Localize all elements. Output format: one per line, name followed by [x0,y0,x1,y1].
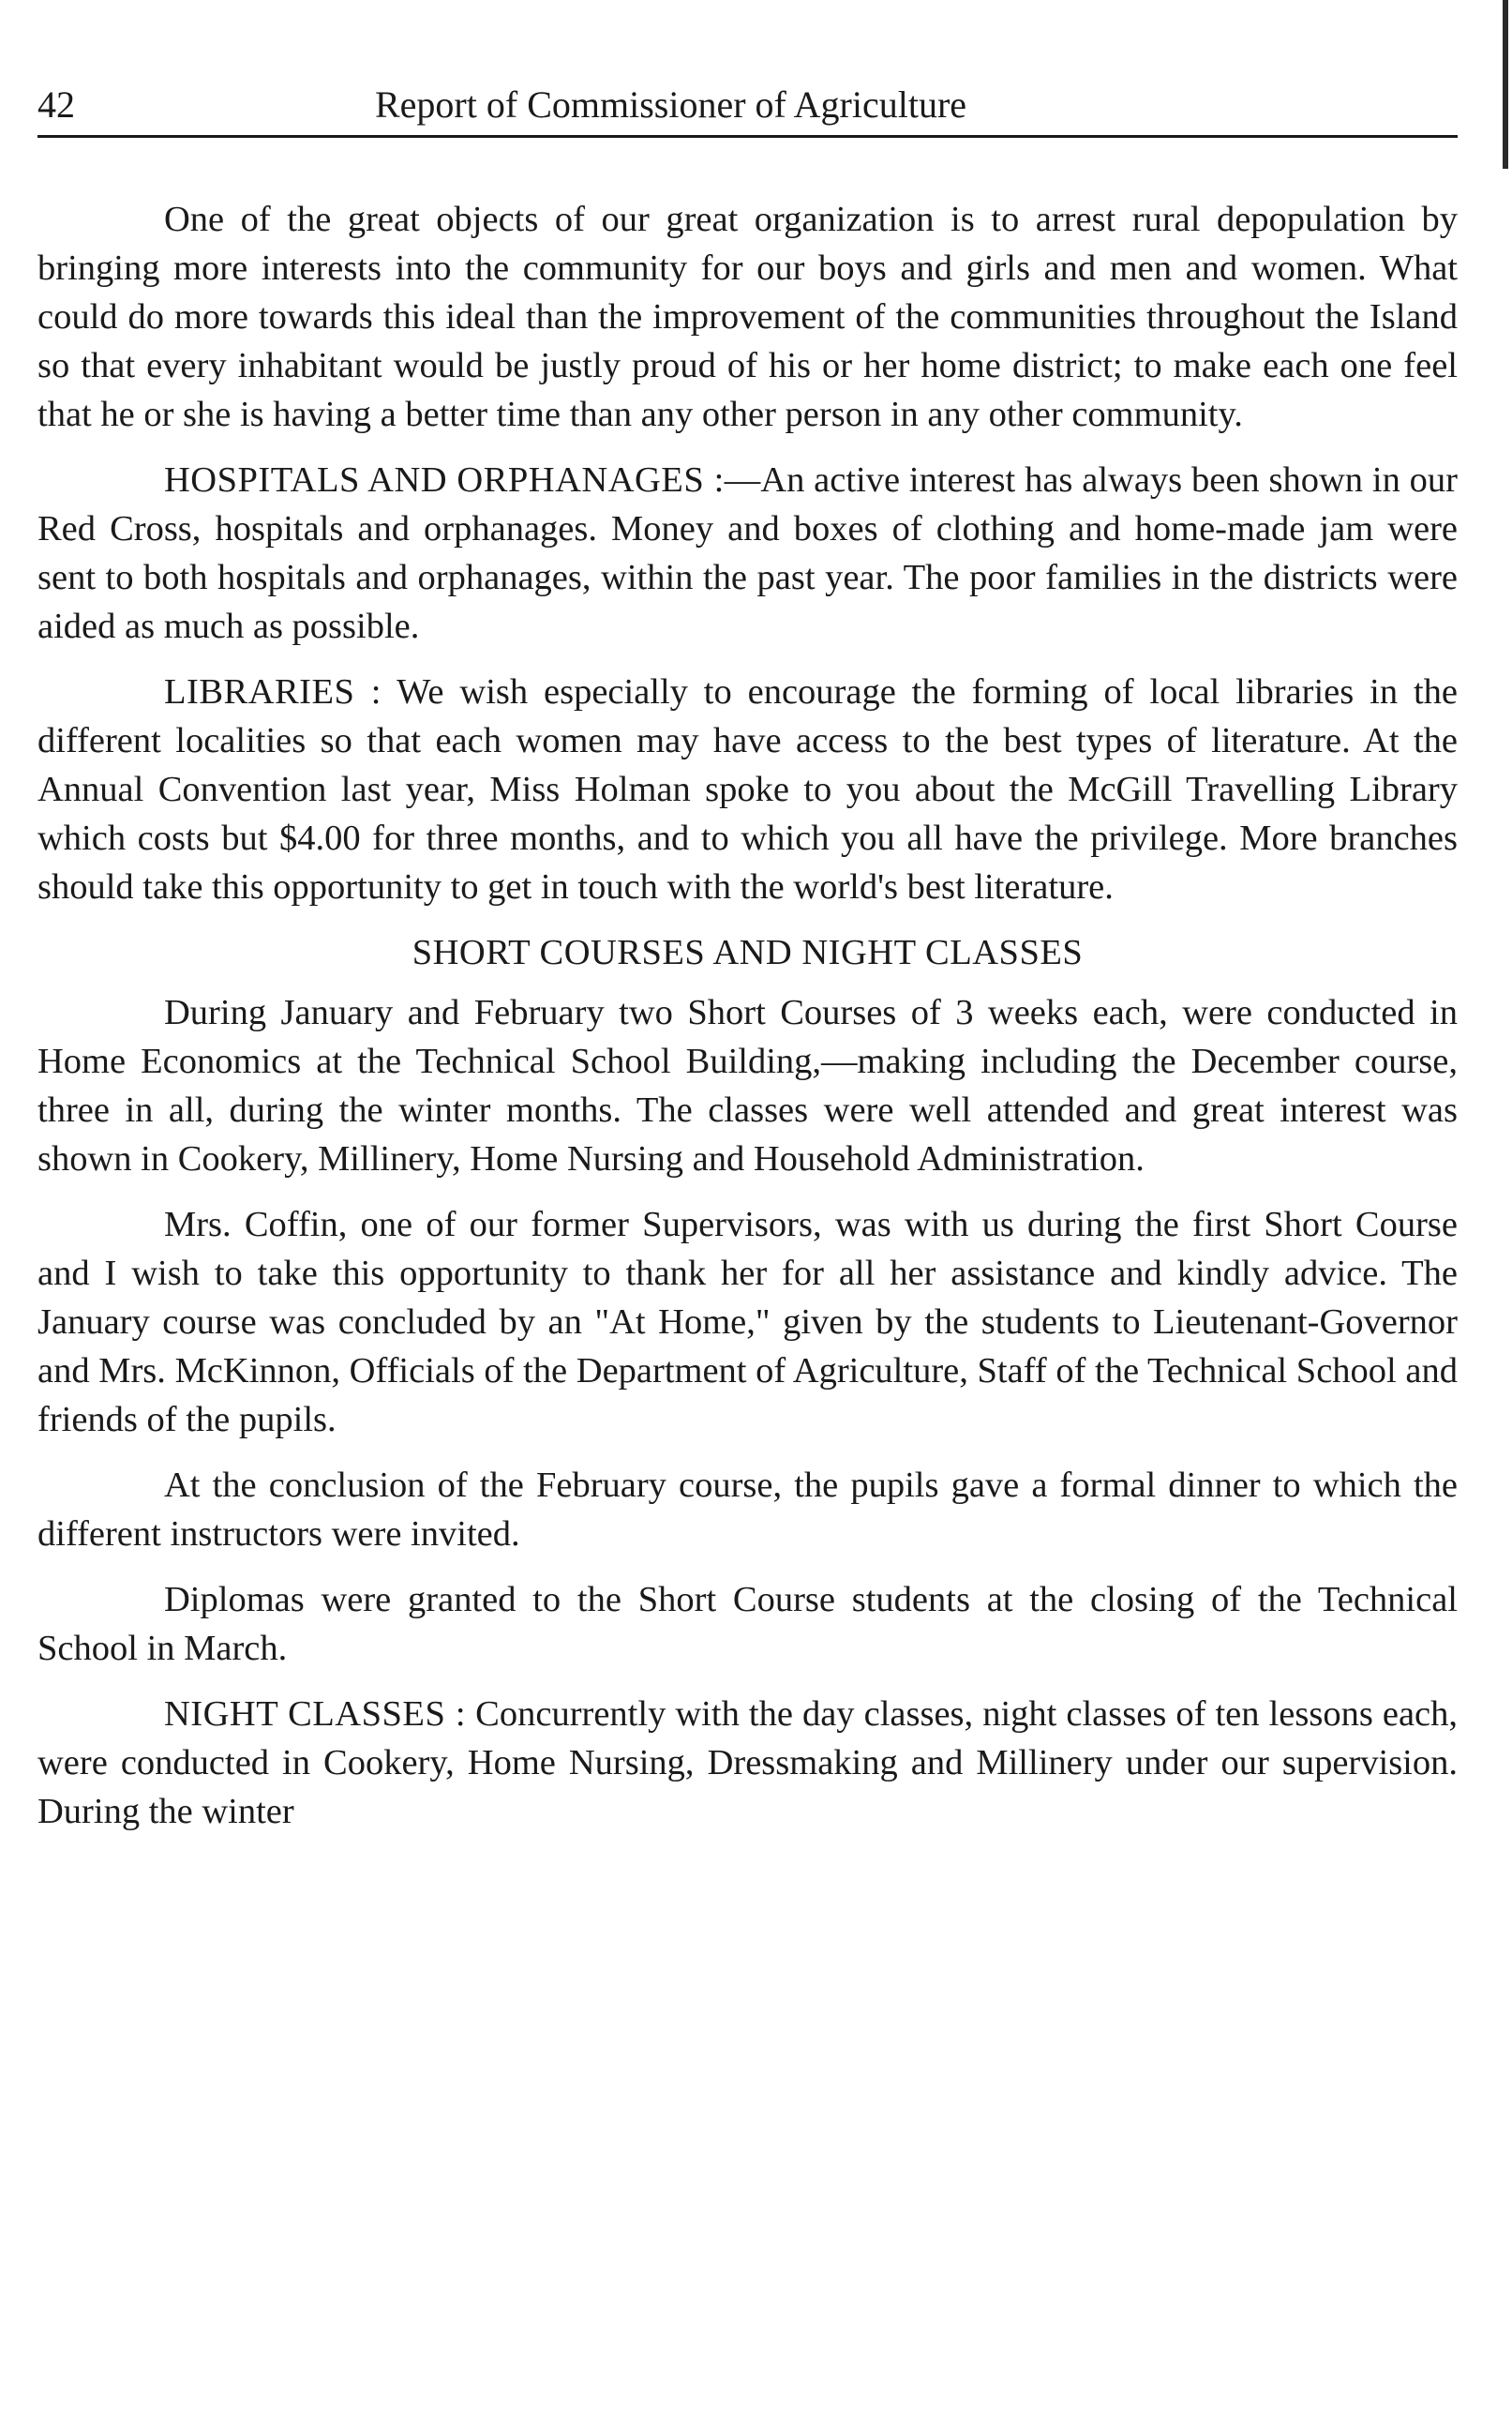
paragraph-hospitals-orphanages [37,456,1458,651]
paragraph-rural-depopulation: One of the great objects of our great organization is to arrest rural depopulation by bringing more interests into the community for our boys and girls and men and women. What could do more towards this ideal than the improvement of the communities throughout the Island so that every inhabitant would be justly proud of his or her home district; to make each one feel that he or she is having a better time than any other person in any other community. [37,200,1458,434]
running-title: Report of Commissioner of Agriculture [375,83,967,126]
page-edge-mark [1503,0,1508,169]
paragraph-night-classes [37,1690,1458,1836]
section-heading-short-courses: SHORT COURSES AND NIGHT CLASSES [412,933,1084,972]
libraries-text: We wish especially to encourage the forming of local libraries in the different localities so that each women may have access to the best types of literature. At the Annual Convention last year, Miss Holman spoke to you about the McGill Travelling Library which costs but $4.00 for three months, and to which you all have the privilege. More branches should take this opportunity to get in touch with the world's best literature. [37,672,1458,907]
paragraph-short-courses: During January and February two Short Courses of 3 weeks each, were conducted in Home Economics at the Technical School Building,—making including the December course, three in all, during the winter months. The classes were well attended and great interest was shown in Cookery, Millinery, Home Nursing and Household Administration. [37,993,1458,1179]
body-text [37,195,1458,1853]
run-in-heading-hospitals: HOSPITALS AND ORPHANAGES : [164,460,725,500]
run-in-heading-libraries: LIBRARIES : [164,672,382,712]
paragraph-libraries [37,668,1458,911]
paragraph-formal-dinner: At the conclusion of the February course, the pupils gave a formal dinner to which the different instructors were invited. [37,1466,1458,1554]
night-classes-text: Concurrently with the day classes, night classes of ten lessons each, were conducted in Cookery, Home Nursing, Dressmaking and Millinery under our supervision. During the winter [37,1694,1458,1831]
running-header [37,79,1458,138]
hospitals-text: —An active interest has always been shown in our Red Cross, hospitals and orphanages. Money and boxes of clothing and home-made jam were sent to both hospitals and orphanages, within the past year. The poor families in the districts were aided as much as possible. [37,460,1458,646]
run-in-heading-night-classes: NIGHT CLASSES : [164,1694,467,1734]
paragraph-diplomas: Diplomas were granted to the Short Course students at the closing of the Technical School in March. [37,1580,1458,1668]
paragraph-mrs-coffin: Mrs. Coffin, one of our former Supervisors, was with us during the first Short Course and I wish to take this opportunity to thank her for all her assistance and kindly advice. The January course was concluded by an "At Home," given by the students to Lieutenant-Governor and Mrs. McKinnon, Officials of the Department of Agriculture, Staff of the Technical School and friends of the pupils. [37,1205,1458,1439]
page-number: 42 [37,83,75,126]
